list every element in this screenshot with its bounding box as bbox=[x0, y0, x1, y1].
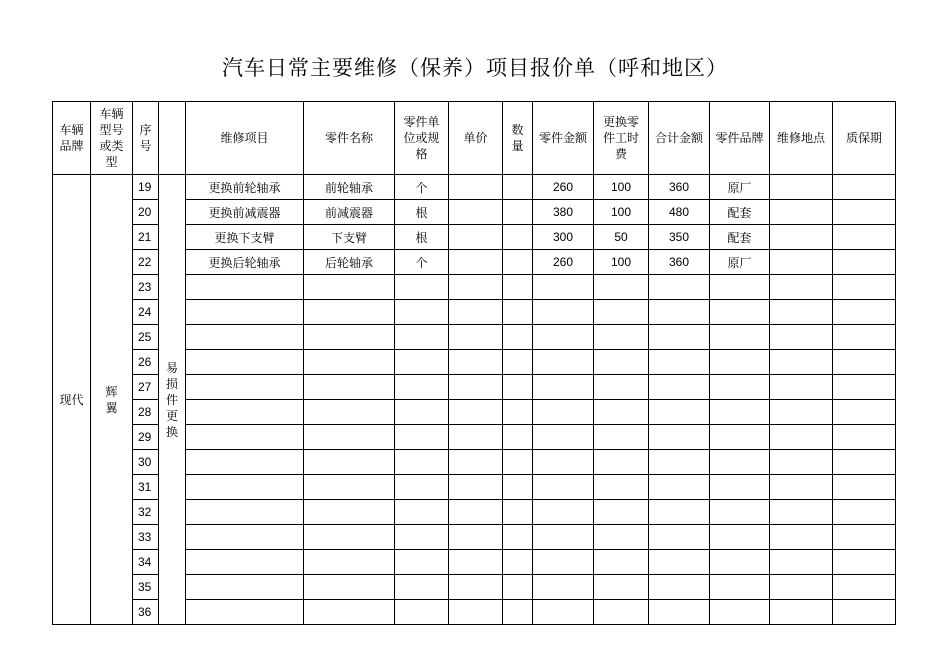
cell-warranty bbox=[833, 525, 896, 550]
cell-part bbox=[304, 575, 395, 600]
cell-unit bbox=[395, 275, 449, 300]
cell-unit bbox=[395, 375, 449, 400]
cell-item: 更换下支臂 bbox=[186, 225, 304, 250]
cell-category: 易损件更换 bbox=[159, 175, 186, 625]
cell-warranty bbox=[833, 250, 896, 275]
cell-item bbox=[186, 425, 304, 450]
cell-location bbox=[770, 250, 833, 275]
cell-location bbox=[770, 325, 833, 350]
cell-location bbox=[770, 425, 833, 450]
cell-item bbox=[186, 450, 304, 475]
cell-item bbox=[186, 350, 304, 375]
cell-unit bbox=[395, 575, 449, 600]
cell-part-brand bbox=[710, 600, 770, 625]
header-item: 维修项目 bbox=[186, 102, 304, 175]
cell-qty bbox=[503, 600, 533, 625]
cell-total bbox=[649, 575, 710, 600]
cell-total bbox=[649, 275, 710, 300]
cell-part-brand bbox=[710, 300, 770, 325]
cell-model: 辉翼 bbox=[91, 175, 133, 625]
cell-price bbox=[449, 175, 503, 200]
header-category bbox=[159, 102, 186, 175]
cell-location bbox=[770, 475, 833, 500]
cell-item bbox=[186, 400, 304, 425]
cell-labor bbox=[594, 350, 649, 375]
cell-warranty bbox=[833, 575, 896, 600]
cell-part-brand bbox=[710, 450, 770, 475]
cell-part bbox=[304, 275, 395, 300]
cell-warranty bbox=[833, 350, 896, 375]
cell-part bbox=[304, 500, 395, 525]
cell-part-brand bbox=[710, 500, 770, 525]
cell-price bbox=[449, 500, 503, 525]
cell-part-brand bbox=[710, 375, 770, 400]
cell-qty bbox=[503, 550, 533, 575]
header-model: 车辆型号或类型 bbox=[91, 102, 133, 175]
cell-seq: 24 bbox=[133, 300, 159, 325]
cell-part-amount bbox=[533, 400, 594, 425]
header-row bbox=[53, 102, 896, 175]
cell-part-brand: 配套 bbox=[710, 225, 770, 250]
cell-part-brand bbox=[710, 575, 770, 600]
cell-qty bbox=[503, 450, 533, 475]
table-row bbox=[53, 175, 896, 200]
cell-labor bbox=[594, 600, 649, 625]
cell-location bbox=[770, 350, 833, 375]
cell-unit bbox=[395, 500, 449, 525]
cell-seq: 34 bbox=[133, 550, 159, 575]
cell-total bbox=[649, 475, 710, 500]
cell-warranty bbox=[833, 550, 896, 575]
cell-location bbox=[770, 225, 833, 250]
cell-unit: 个 bbox=[395, 175, 449, 200]
cell-price bbox=[449, 200, 503, 225]
cell-item bbox=[186, 525, 304, 550]
cell-labor bbox=[594, 500, 649, 525]
header-qty: 数量 bbox=[503, 102, 533, 175]
cell-price bbox=[449, 300, 503, 325]
cell-warranty bbox=[833, 275, 896, 300]
cell-part-amount bbox=[533, 600, 594, 625]
cell-unit bbox=[395, 400, 449, 425]
cell-item bbox=[186, 600, 304, 625]
cell-price bbox=[449, 550, 503, 575]
cell-qty bbox=[503, 525, 533, 550]
cell-price bbox=[449, 600, 503, 625]
cell-price bbox=[449, 525, 503, 550]
cell-warranty bbox=[833, 325, 896, 350]
cell-part-amount: 260 bbox=[533, 250, 594, 275]
cell-part-amount bbox=[533, 475, 594, 500]
cell-price bbox=[449, 250, 503, 275]
header-part: 零件名称 bbox=[304, 102, 395, 175]
cell-part-amount: 260 bbox=[533, 175, 594, 200]
cell-part bbox=[304, 600, 395, 625]
cell-location bbox=[770, 550, 833, 575]
cell-labor bbox=[594, 275, 649, 300]
cell-qty bbox=[503, 225, 533, 250]
cell-item bbox=[186, 475, 304, 500]
cell-seq: 21 bbox=[133, 225, 159, 250]
cell-total: 360 bbox=[649, 250, 710, 275]
cell-item bbox=[186, 375, 304, 400]
cell-labor bbox=[594, 550, 649, 575]
cell-qty bbox=[503, 275, 533, 300]
cell-location bbox=[770, 400, 833, 425]
cell-seq: 30 bbox=[133, 450, 159, 475]
cell-price bbox=[449, 225, 503, 250]
cell-warranty bbox=[833, 225, 896, 250]
cell-part bbox=[304, 325, 395, 350]
cell-price bbox=[449, 275, 503, 300]
header-part-amount: 零件金额 bbox=[533, 102, 594, 175]
header-brand: 车辆品牌 bbox=[53, 102, 91, 175]
cell-location bbox=[770, 500, 833, 525]
cell-part bbox=[304, 550, 395, 575]
cell-unit bbox=[395, 425, 449, 450]
cell-unit: 个 bbox=[395, 250, 449, 275]
cell-total bbox=[649, 600, 710, 625]
cell-labor bbox=[594, 475, 649, 500]
cell-part-brand bbox=[710, 425, 770, 450]
cell-seq: 35 bbox=[133, 575, 159, 600]
cell-total bbox=[649, 325, 710, 350]
cell-total bbox=[649, 450, 710, 475]
cell-part: 前轮轴承 bbox=[304, 175, 395, 200]
cell-part-brand: 原厂 bbox=[710, 175, 770, 200]
cell-part-amount bbox=[533, 425, 594, 450]
cell-total bbox=[649, 525, 710, 550]
cell-seq: 20 bbox=[133, 200, 159, 225]
cell-total bbox=[649, 400, 710, 425]
cell-part-amount bbox=[533, 375, 594, 400]
cell-warranty bbox=[833, 600, 896, 625]
header-total: 合计金额 bbox=[649, 102, 710, 175]
cell-seq: 33 bbox=[133, 525, 159, 550]
cell-price bbox=[449, 575, 503, 600]
cell-item bbox=[186, 550, 304, 575]
cell-warranty bbox=[833, 300, 896, 325]
cell-qty bbox=[503, 325, 533, 350]
cell-qty bbox=[503, 475, 533, 500]
cell-location bbox=[770, 575, 833, 600]
cell-qty bbox=[503, 350, 533, 375]
cell-total: 480 bbox=[649, 200, 710, 225]
cell-location bbox=[770, 200, 833, 225]
cell-seq: 28 bbox=[133, 400, 159, 425]
cell-unit bbox=[395, 525, 449, 550]
cell-part-brand bbox=[710, 475, 770, 500]
cell-labor: 50 bbox=[594, 225, 649, 250]
cell-part bbox=[304, 375, 395, 400]
cell-part-amount bbox=[533, 575, 594, 600]
cell-warranty bbox=[833, 450, 896, 475]
cell-labor: 100 bbox=[594, 200, 649, 225]
cell-part-amount bbox=[533, 525, 594, 550]
cell-item: 更换后轮轴承 bbox=[186, 250, 304, 275]
cell-total bbox=[649, 350, 710, 375]
header-unit: 零件单位或规格 bbox=[395, 102, 449, 175]
cell-total: 350 bbox=[649, 225, 710, 250]
cell-seq: 31 bbox=[133, 475, 159, 500]
cell-warranty bbox=[833, 475, 896, 500]
cell-item bbox=[186, 325, 304, 350]
cell-part-brand bbox=[710, 550, 770, 575]
cell-price bbox=[449, 375, 503, 400]
cell-unit bbox=[395, 325, 449, 350]
cell-location bbox=[770, 600, 833, 625]
cell-qty bbox=[503, 250, 533, 275]
cell-qty bbox=[503, 400, 533, 425]
cell-warranty bbox=[833, 200, 896, 225]
cell-unit bbox=[395, 475, 449, 500]
cell-part-amount bbox=[533, 550, 594, 575]
cell-item bbox=[186, 275, 304, 300]
cell-location bbox=[770, 375, 833, 400]
cell-part bbox=[304, 400, 395, 425]
cell-seq: 25 bbox=[133, 325, 159, 350]
cell-qty bbox=[503, 500, 533, 525]
cell-price bbox=[449, 475, 503, 500]
cell-part-amount bbox=[533, 450, 594, 475]
cell-total bbox=[649, 425, 710, 450]
cell-warranty bbox=[833, 500, 896, 525]
cell-labor bbox=[594, 375, 649, 400]
cell-part-brand: 配套 bbox=[710, 200, 770, 225]
cell-price bbox=[449, 325, 503, 350]
cell-part-brand bbox=[710, 525, 770, 550]
cell-part-brand bbox=[710, 350, 770, 375]
header-warranty: 质保期 bbox=[833, 102, 896, 175]
cell-part: 下支臂 bbox=[304, 225, 395, 250]
cell-price bbox=[449, 350, 503, 375]
cell-warranty bbox=[833, 175, 896, 200]
header-seq: 序号 bbox=[133, 102, 159, 175]
cell-item: 更换前轮轴承 bbox=[186, 175, 304, 200]
cell-part-amount bbox=[533, 500, 594, 525]
cell-price bbox=[449, 450, 503, 475]
cell-qty bbox=[503, 425, 533, 450]
cell-item bbox=[186, 300, 304, 325]
cell-unit: 根 bbox=[395, 200, 449, 225]
cell-item: 更换前减震器 bbox=[186, 200, 304, 225]
page-title: 汽车日常主要维修（保养）项目报价单（呼和地区） bbox=[222, 56, 728, 80]
header-price: 单价 bbox=[449, 102, 503, 175]
cell-warranty bbox=[833, 400, 896, 425]
cell-part-brand bbox=[710, 275, 770, 300]
cell-item bbox=[186, 575, 304, 600]
cell-qty bbox=[503, 375, 533, 400]
cell-part-amount bbox=[533, 275, 594, 300]
cell-part-amount: 300 bbox=[533, 225, 594, 250]
cell-part bbox=[304, 475, 395, 500]
cell-total bbox=[649, 550, 710, 575]
cell-warranty bbox=[833, 425, 896, 450]
cell-labor bbox=[594, 325, 649, 350]
cell-part-amount bbox=[533, 350, 594, 375]
cell-part-brand: 原厂 bbox=[710, 250, 770, 275]
cell-seq: 36 bbox=[133, 600, 159, 625]
cell-qty bbox=[503, 175, 533, 200]
cell-brand: 现代 bbox=[53, 175, 91, 625]
cell-part-brand bbox=[710, 325, 770, 350]
cell-total bbox=[649, 375, 710, 400]
cell-labor bbox=[594, 525, 649, 550]
cell-location bbox=[770, 275, 833, 300]
cell-unit bbox=[395, 300, 449, 325]
cell-warranty bbox=[833, 375, 896, 400]
cell-seq: 27 bbox=[133, 375, 159, 400]
cell-part: 前减震器 bbox=[304, 200, 395, 225]
quote-table bbox=[52, 101, 896, 625]
cell-unit bbox=[395, 600, 449, 625]
cell-part bbox=[304, 300, 395, 325]
cell-labor: 100 bbox=[594, 250, 649, 275]
cell-item bbox=[186, 500, 304, 525]
cell-seq: 29 bbox=[133, 425, 159, 450]
cell-part-amount: 380 bbox=[533, 200, 594, 225]
cell-part bbox=[304, 525, 395, 550]
cell-unit bbox=[395, 550, 449, 575]
cell-part: 后轮轴承 bbox=[304, 250, 395, 275]
cell-labor: 100 bbox=[594, 175, 649, 200]
cell-seq: 19 bbox=[133, 175, 159, 200]
cell-total bbox=[649, 300, 710, 325]
header-labor: 更换零件工时费 bbox=[594, 102, 649, 175]
header-location: 维修地点 bbox=[770, 102, 833, 175]
cell-location bbox=[770, 525, 833, 550]
cell-seq: 32 bbox=[133, 500, 159, 525]
cell-part bbox=[304, 425, 395, 450]
cell-location bbox=[770, 450, 833, 475]
cell-price bbox=[449, 400, 503, 425]
cell-part-brand bbox=[710, 400, 770, 425]
cell-labor bbox=[594, 300, 649, 325]
cell-price bbox=[449, 425, 503, 450]
cell-labor bbox=[594, 400, 649, 425]
cell-seq: 26 bbox=[133, 350, 159, 375]
cell-unit: 根 bbox=[395, 225, 449, 250]
cell-part bbox=[304, 350, 395, 375]
cell-labor bbox=[594, 425, 649, 450]
cell-part-amount bbox=[533, 325, 594, 350]
cell-total bbox=[649, 500, 710, 525]
cell-total: 360 bbox=[649, 175, 710, 200]
cell-labor bbox=[594, 450, 649, 475]
cell-qty bbox=[503, 300, 533, 325]
header-part-brand: 零件品牌 bbox=[710, 102, 770, 175]
cell-part-amount bbox=[533, 300, 594, 325]
cell-qty bbox=[503, 575, 533, 600]
cell-part bbox=[304, 450, 395, 475]
cell-labor bbox=[594, 575, 649, 600]
cell-location bbox=[770, 300, 833, 325]
cell-unit bbox=[395, 350, 449, 375]
cell-location bbox=[770, 175, 833, 200]
cell-seq: 23 bbox=[133, 275, 159, 300]
cell-qty bbox=[503, 200, 533, 225]
cell-seq: 22 bbox=[133, 250, 159, 275]
cell-unit bbox=[395, 450, 449, 475]
